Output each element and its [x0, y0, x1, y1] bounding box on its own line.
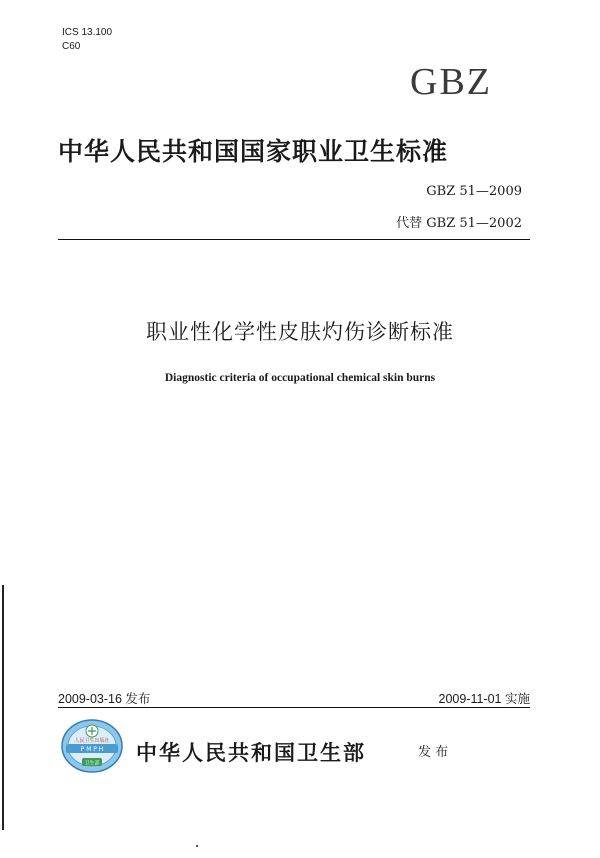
- header-title: 中华人民共和国国家职业卫生标准: [58, 137, 449, 166]
- ics-code: ICS 13.100: [62, 27, 113, 38]
- publisher-name: 中华人民共和国卫生部: [136, 741, 366, 765]
- document-title-en: Diagnostic criteria of occupational chemical skin burns: [164, 372, 436, 384]
- top-divider: [58, 239, 530, 240]
- classification-codes: [62, 26, 112, 54]
- scan-speck: [196, 845, 198, 847]
- publish-label: 发 布: [418, 745, 449, 760]
- ccs-code: C60: [62, 41, 81, 52]
- implement-date: 2009-11-01 实施: [438, 692, 530, 706]
- logo-arc-text: 人民卫生出版社: [74, 738, 110, 744]
- issue-date: 2009-03-16 发布: [58, 692, 151, 706]
- scan-edge-line: [2, 585, 4, 830]
- standard-number: GBZ 51—2009: [426, 184, 522, 199]
- logo-letters: P M P H: [80, 746, 104, 753]
- standard-code-large: GBZ: [410, 61, 492, 103]
- document-title-cn: 职业性化学性皮肤灼伤诊断标准: [146, 320, 454, 344]
- replaces-standard: 代替 GBZ 51—2002: [396, 216, 522, 231]
- bottom-divider: [58, 707, 530, 708]
- publisher-logo: [60, 718, 124, 774]
- logo-badge: 卫生部: [84, 760, 100, 767]
